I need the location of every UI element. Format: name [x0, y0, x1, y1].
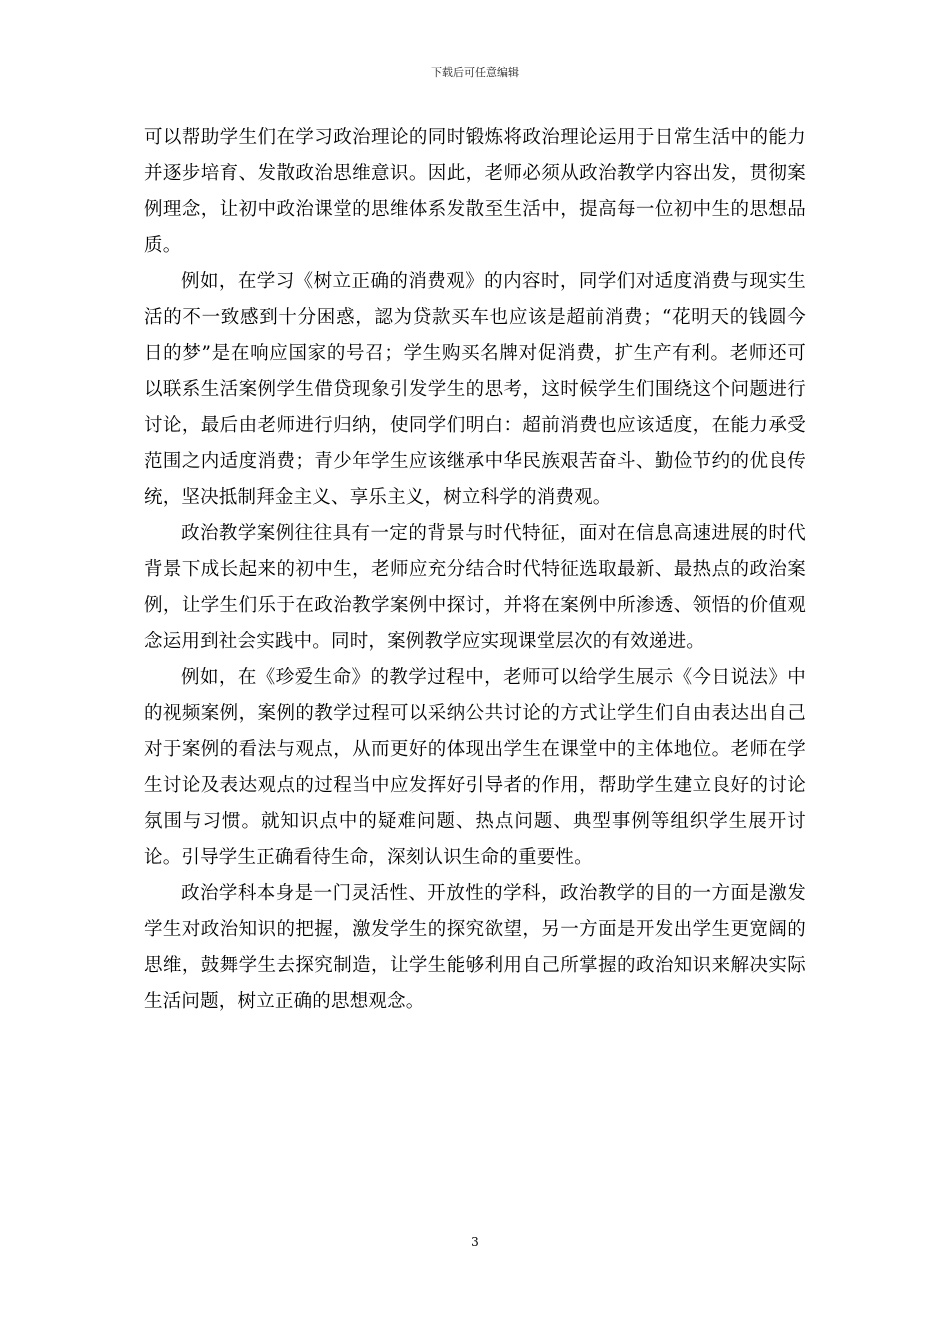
paragraph-1: 可以帮助学生们在学习政治理论的同时锻炼将政治理论运用于日常生活中的能力并逐步培育、发散政治思维意识。因此，老师必须从政治教学内容出发，贯彻案例理念，让初中政治课堂的思维体系发散至生活中，提高每一位初中生的思想品质。 [144, 127, 806, 256]
page-number: 3 [471, 1235, 479, 1249]
paragraph-5: 政治学科本身是一门灵活性、开放性的学科，政治教学的目的一方面是激发学生对政治知识的把握，激发学生的探究欲望，另一方面是开发出学生更宽阔的思维，鼓舞学生去探究制造，让学生能够利用自己所掌握的政治知识来解决实际生活问题，树立正确的思想观念。 [144, 883, 806, 1012]
document-body [144, 120, 806, 1020]
paragraph-3: 政治教学案例往往具有一定的背景与时代特征，面对在信息高速进展的时代背景下成长起来的初中生，老师应充分结合时代特征选取最新、最热点的政治案例，让学生们乐于在政治教学案例中探讨，并将在案例中所渗透、领悟的价值观念运用到社会实践中。同时，案例教学应实现课堂层次的有效递进。 [144, 523, 806, 652]
paragraph-2: 例如，在学习《树立正确的消费观》的内容时，同学们对适度消费与现实生活的不一致感到十分困惑，認为贷款买车也应该是超前消费；“花明天的钱圆今日的梦”是在响应国家的号召；学生购买名牌对促消费，扩生产有利。老师还可以联系生活案例学生借贷现象引发学生的思考，这时候学生们围绕这个问题进行讨论，最后由老师进行归纳，使同学们明白：超前消费也应该适度，在能力承受范围之内适度消费；青少年学生应该继承中华民族艰苦奋斗、勤俭节约的优良传统，坚决抵制拜金主义、享乐主义，树立科学的消费观。 [144, 271, 806, 508]
paragraph-4: 例如，在《珍爱生命》的教学过程中，老师可以给学生展示《今日说法》中的视频案例，案例的教学过程可以采纳公共讨论的方式让学生们自由表达出自己对于案例的看法与观点，从而更好的体现出学生在课堂中的主体地位。老师在学生讨论及表达观点的过程当中应发挥好引导者的作用，帮助学生建立良好的讨论氛围与习惯。就知识点中的疑难问题、热点问题、典型事例等组织学生展开讨论。引导学生正确看待生命，深刻认识生命的重要性。 [144, 667, 806, 868]
page-header: 下载后可任意编辑 [431, 66, 519, 79]
